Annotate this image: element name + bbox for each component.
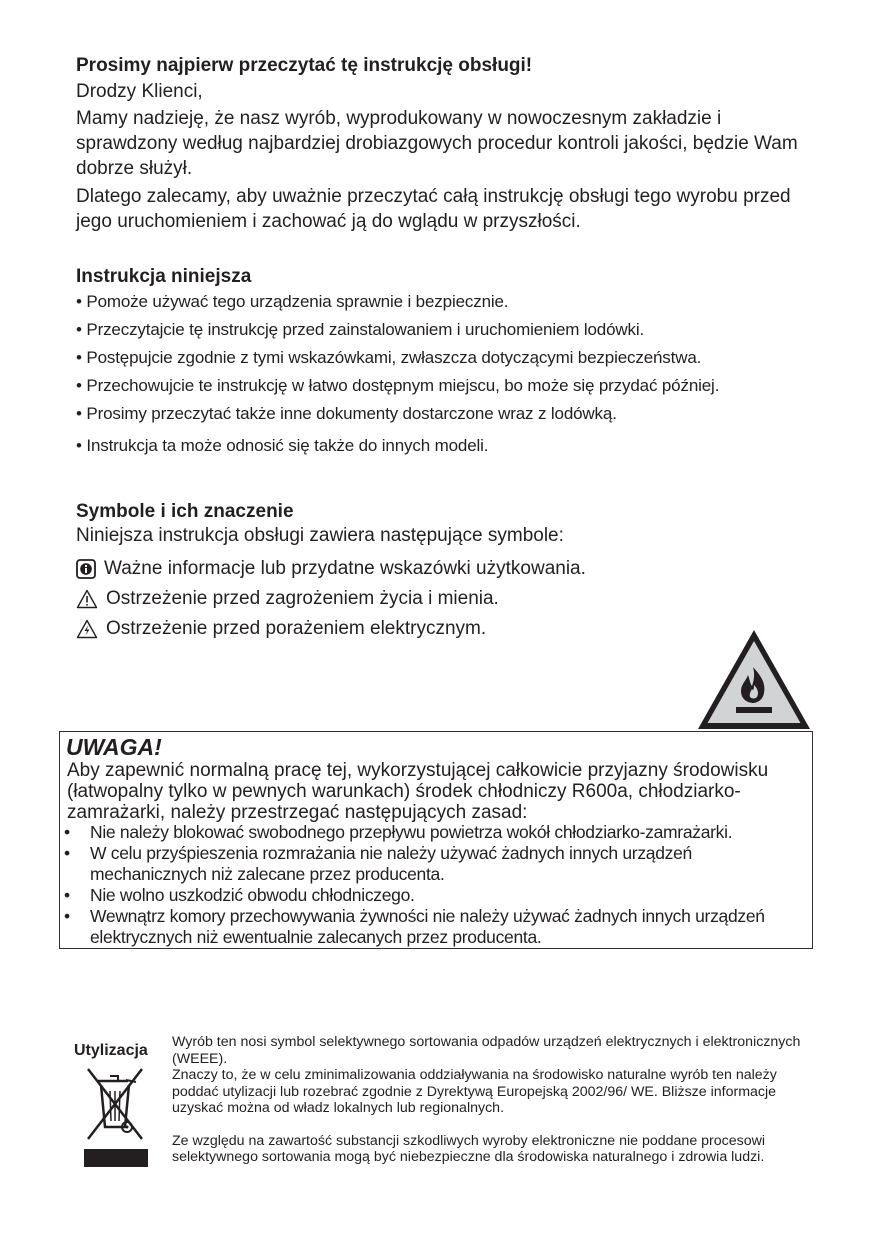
symbols-intro: Niniejsza instrukcja obsługi zawiera następujące symbole: <box>76 525 564 546</box>
list-item: • Instrukcja ta może odnosić się także do innych modeli. <box>76 436 489 455</box>
symbols-heading: Symbole i ich znaczenie <box>76 501 294 522</box>
warning-bullet-list <box>62 822 812 948</box>
intro-paragraph-2: Dlatego zalecamy, aby uważnie przeczytać całą instrukcję obsługi tego wyrobu przed jego uruchomieniem i zachować ją do wglądu w przyszłości. <box>76 186 791 232</box>
intro-paragraph-1: Mamy nadzieję, że nasz wyrób, wyprodukowany w nowoczesnym zakładzie i sprawdzony według najbardziej drobiazgowych procedur kontroli jakości, będzie Wam dobrze służył. <box>76 108 798 179</box>
symbol-row-info <box>76 557 586 581</box>
greeting-text: Drodzy Klienci, <box>76 81 203 102</box>
warning-triangle-icon <box>76 619 98 639</box>
info-icon <box>76 559 96 579</box>
symbol-row-electric-warning <box>76 617 486 641</box>
list-item: • Pomoże używać tego urządzenia sprawnie i bezpiecznie. <box>76 292 509 311</box>
list-item: • Nie należy blokować swobodnego przepływu powietrza wokół chłodziarko-zamrażarki. <box>62 822 812 843</box>
flammable-warning-icon <box>694 627 814 733</box>
symbol-info-text: Ważne informacje lub przydatne wskazówki użytkowania. <box>104 558 586 579</box>
disposal-title: Utylizacja <box>74 1042 148 1059</box>
symbol-row-life-warning <box>76 587 499 611</box>
symbol-electric-warning-text: Ostrzeżenie przed porażeniem elektrycznym. <box>106 618 487 639</box>
disposal-paragraph-2: Znaczy to, że w celu zminimalizowania oddziaływania na środowisko naturalne wyrób ten należy poddać utylizacji lub rozebrać zgodnie z Dyrektywą Europejską 2002/96/ WE. Bliższe informacje uzyskać można od władz lokalnych lub regionalnych. <box>172 1067 777 1116</box>
warning-paragraph: Aby zapewnić normalną pracę tej, wykorzystującej całkowicie przyjazny środowisku (łatwopalny tylko w pewnych warunkach) środek chłodniczy R600a, chłodziarko-zamrażarki, należy przestrzegać następujących zasad: <box>67 760 769 823</box>
list-item: • Wewnątrz komory przechowywania żywności nie należy używać żadnych innych urządzeń elektrycznych niż ewentualnie zalecanych przez producenta. <box>62 906 812 948</box>
warning-title: UWAGA! <box>66 734 162 760</box>
symbol-life-warning-text: Ostrzeżenie przed zagrożeniem życia i mienia. <box>106 588 499 609</box>
list-item: • Przechowujcie te instrukcję w łatwo dostępnym miejscu, bo może się przydać później. <box>76 376 720 395</box>
disposal-paragraph-1: Wyrób ten nosi symbol selektywnego sortowania odpadów urządzeń elektrycznych i elektronicznych (WEEE). <box>172 1034 801 1067</box>
crossed-bin-weee-icon <box>84 1063 150 1169</box>
manual-bullet-list <box>76 290 719 462</box>
page-title: Prosimy najpierw przeczytać tę instrukcję obsługi! <box>76 55 533 76</box>
manual-heading: Instrukcja niniejsza <box>76 266 252 287</box>
list-item: • Postępujcie zgodnie z tymi wskazówkami, zwłaszcza dotyczącymi bezpieczeństwa. <box>76 348 702 367</box>
disposal-paragraph-3: Ze względu na zawartość substancji szkodliwych wyroby elektroniczne nie poddane procesowi selektywnego sortowania mogą być niebezpieczne dla środowiska naturalnego i zdrowia ludzi. <box>172 1132 766 1165</box>
list-item: • Nie wolno uszkodzić obwodu chłodniczego. <box>62 885 812 906</box>
disposal-text <box>172 1034 812 1166</box>
warning-triangle-icon <box>76 589 98 609</box>
list-item: • W celu przyśpieszenia rozmrażania nie należy używać żadnych innych urządzeń mechanicznych niż zalecane przez producenta. <box>62 843 812 885</box>
list-item: • Przeczytajcie tę instrukcję przed zainstalowaniem i uruchomieniem lodówki. <box>76 320 645 339</box>
list-item: • Prosimy przeczytać także inne dokumenty dostarczone wraz z lodówką. <box>76 404 617 423</box>
